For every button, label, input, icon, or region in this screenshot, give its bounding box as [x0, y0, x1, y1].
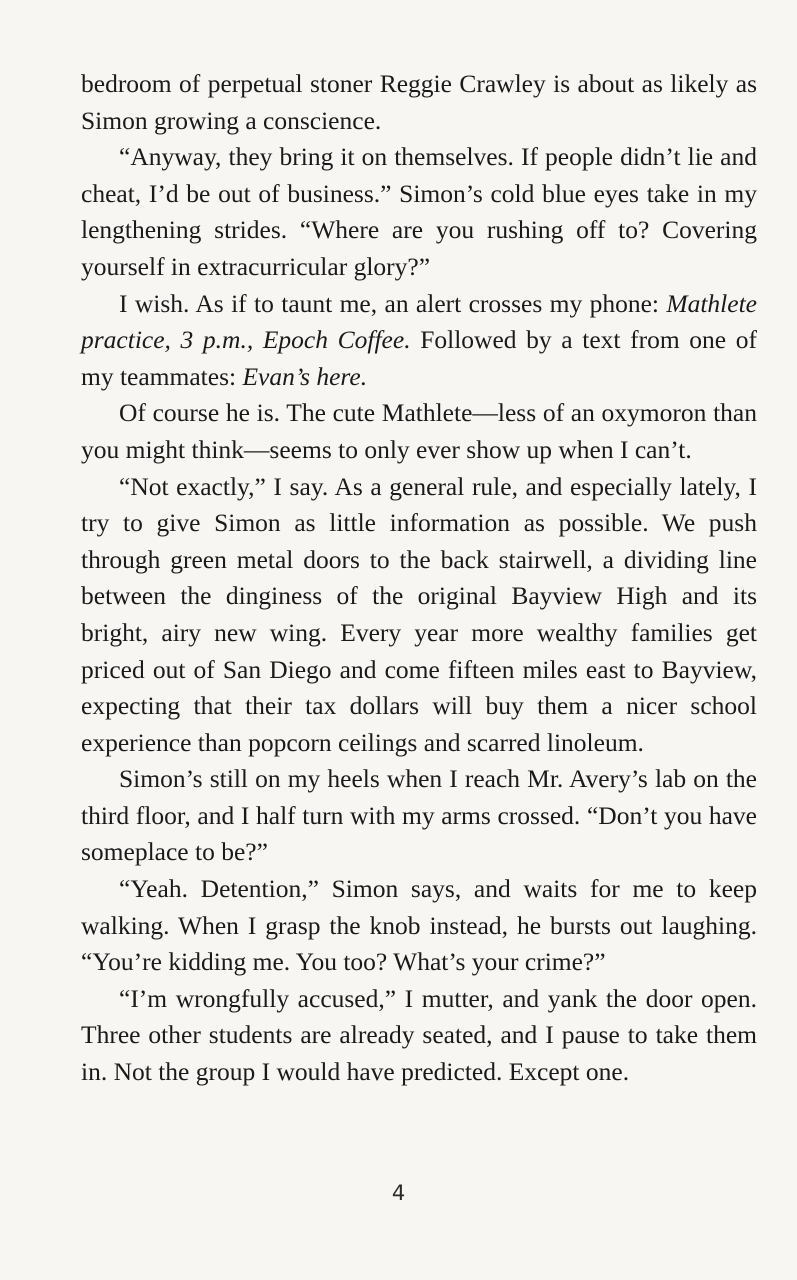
italic-text-run: Evan’s here. — [242, 361, 368, 391]
paragraph — [81, 139, 757, 285]
paragraph — [81, 286, 757, 396]
text-run: “Yeah. Detention,” Simon says, and waits for me to keep walking. When I grasp the knob instead, he bursts out laughing. “You’re kidding me. You too? What’s your crime?” — [81, 874, 757, 977]
text-run: Followed by a text from one of my teammates: — [81, 325, 758, 391]
text-run: “Anyway, they bring it on themselves. If people didn’t lie and cheat, I’d be out of business.” Simon’s cold blue eyes take in my lengthening strides. “Where are you rushing off to? Covering yourself in extracurricular glory?” — [81, 142, 757, 281]
text-run: Simon’s still on my heels when I reach Mr. Avery’s lab on the third floor, and I half turn with my arms crossed. “Don’t you have someplace to be?” — [81, 764, 757, 867]
book-page-text — [81, 66, 757, 1091]
text-run: I wish. As if to taunt me, an alert crosses my phone: — [119, 288, 667, 318]
page-number: 4 — [391, 1181, 406, 1205]
paragraph — [81, 469, 757, 762]
paragraph — [81, 871, 757, 981]
italic-text-run: Mathlete practice, 3 p.m., Epoch Coffee. — [81, 288, 757, 355]
text-run: “I’m wrongfully accused,” I mutter, and yank the door open. Three other students are already seated, and I pause to take them in. Not the group I would have predicted. Except one. — [81, 983, 757, 1087]
paragraph — [81, 761, 757, 871]
text-run: “Not exactly,” I say. As a general rule, and especially lately, I try to give Simon as little information as possible. We push through green metal doors to the back stairwell, a dividing line between the dinginess of the original Bayview High and its bright, airy new wing. Every year more wealthy families get priced out of San Diego and come fifteen miles east to Bayview, expecting that their tax dollars will buy them a nicer school experience than popcorn ceilings and scarred linoleum. — [81, 471, 757, 757]
paragraph — [81, 981, 757, 1091]
paragraph — [81, 395, 757, 468]
paragraph — [81, 66, 757, 139]
text-run: Of course he is. The cute Mathlete—less of an oxymoron than you might think—seems to only ever show up when I can’t. — [81, 398, 757, 464]
text-run: bedroom of perpetual stoner Reggie Crawley is about as likely as Simon growing a conscience. — [81, 69, 757, 135]
